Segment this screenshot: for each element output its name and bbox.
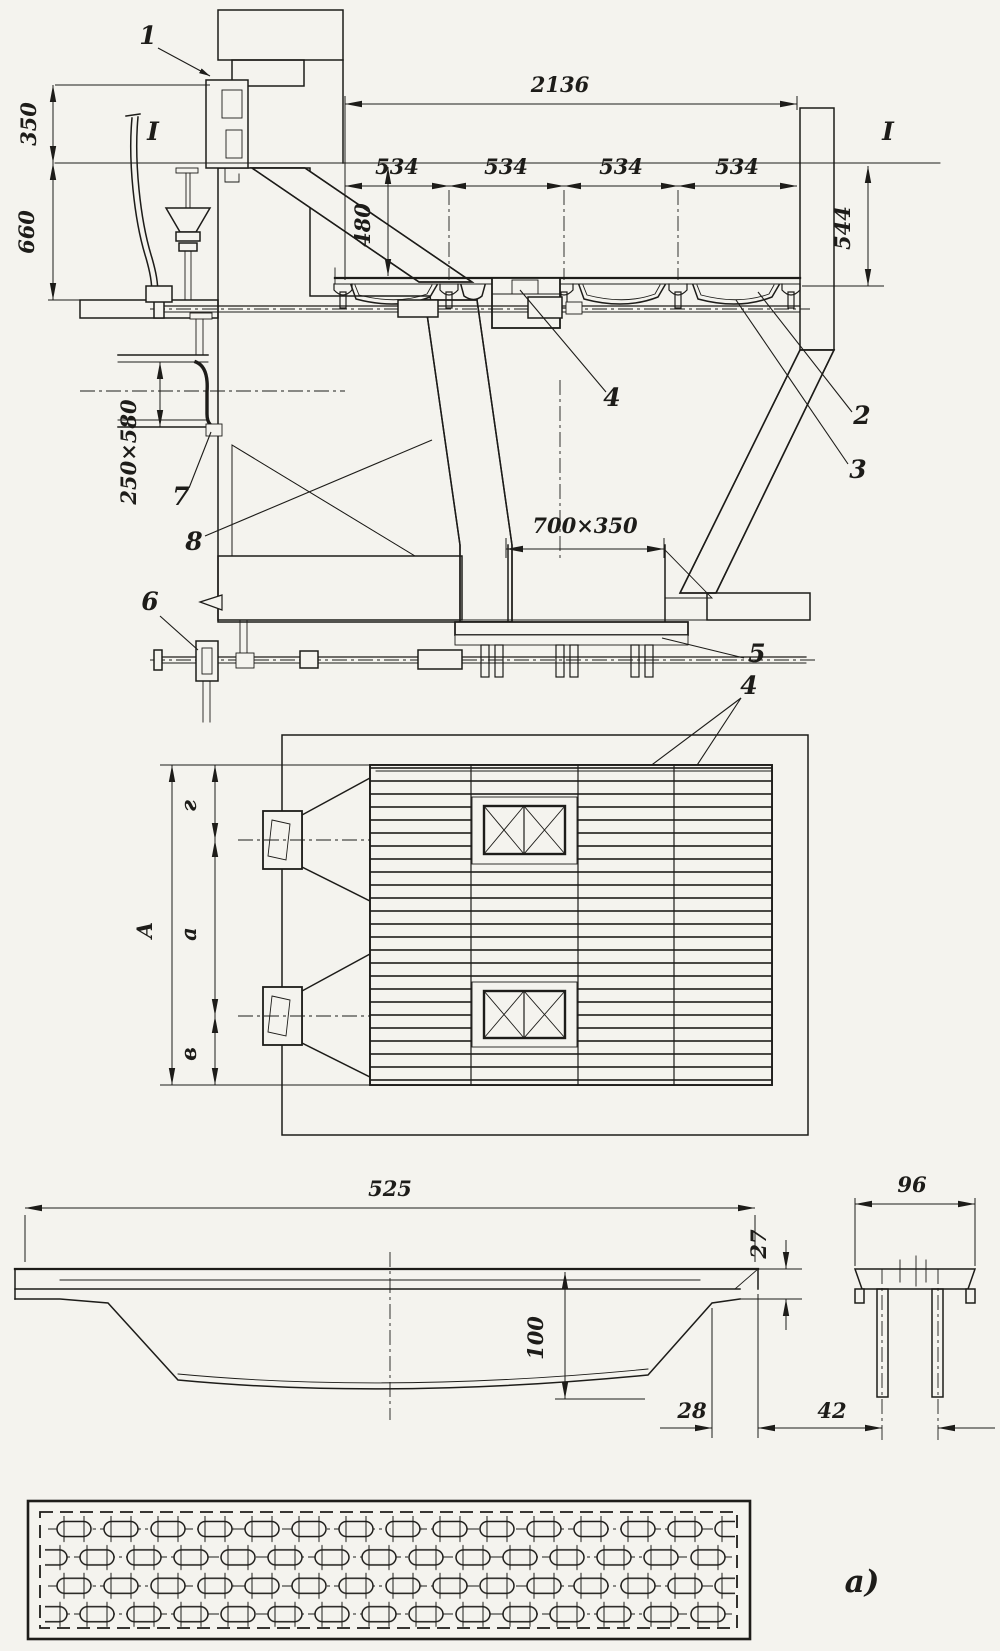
dim-480: 480 [350, 203, 375, 247]
section-profile [855, 1256, 975, 1442]
crossed-box-1 [472, 797, 577, 864]
part-label-8: 8 [185, 527, 203, 556]
dim-350: 350 [16, 102, 41, 146]
bar-cross-section [806, 1172, 995, 1442]
section-marker-right: I [882, 117, 894, 146]
upper-drive-rod [150, 297, 810, 318]
part-label-4-feeder: 4 [603, 383, 621, 412]
part-label-5: 5 [748, 639, 766, 668]
section-marker-left: I [147, 117, 159, 146]
dim-250x580: 250×580 [116, 399, 141, 505]
crossed-box-2 [472, 982, 577, 1047]
dim-534-3: 534 [599, 154, 643, 179]
frame-element [206, 80, 248, 182]
dim-28: 28 [677, 1398, 707, 1423]
figure-caption: а) [844, 1564, 880, 1600]
dim-534-2: 534 [484, 154, 528, 179]
bar-side-view [15, 1176, 810, 1438]
dim-v: в [176, 1047, 201, 1061]
dump-assembly [455, 622, 688, 677]
dim-A-overall: А [132, 921, 157, 939]
masonry-right-wall [665, 108, 834, 620]
dim-525: 525 [368, 1176, 412, 1201]
part-label-6: 6 [141, 587, 159, 616]
plate-slots [45, 1514, 735, 1628]
part-label-1: 1 [139, 21, 157, 50]
part-label-4-plan: 4 [740, 671, 758, 700]
bar-profile [15, 1252, 758, 1420]
plan-view [132, 735, 808, 1135]
dim-42: 42 [817, 1398, 847, 1423]
plate-view [28, 1501, 879, 1639]
dim-534-4: 534 [715, 154, 759, 179]
dim-100: 100 [523, 1316, 548, 1360]
dim-544: 544 [830, 206, 855, 250]
grate-field [370, 765, 772, 1085]
screw-column [166, 168, 210, 300]
dim-660: 660 [14, 210, 39, 254]
dim-a: а [176, 927, 201, 941]
dim-534-1: 534 [375, 154, 419, 179]
dim-27: 27 [746, 1229, 771, 1259]
part-label-2: 2 [853, 401, 871, 430]
dim-96: 96 [897, 1172, 927, 1197]
part-label-7: 7 [172, 482, 190, 511]
dim-2136: 2136 [530, 72, 590, 97]
dim-700x350: 700×350 [532, 513, 638, 538]
dim-g: г [176, 800, 201, 812]
part-label-3: 3 [849, 455, 867, 484]
